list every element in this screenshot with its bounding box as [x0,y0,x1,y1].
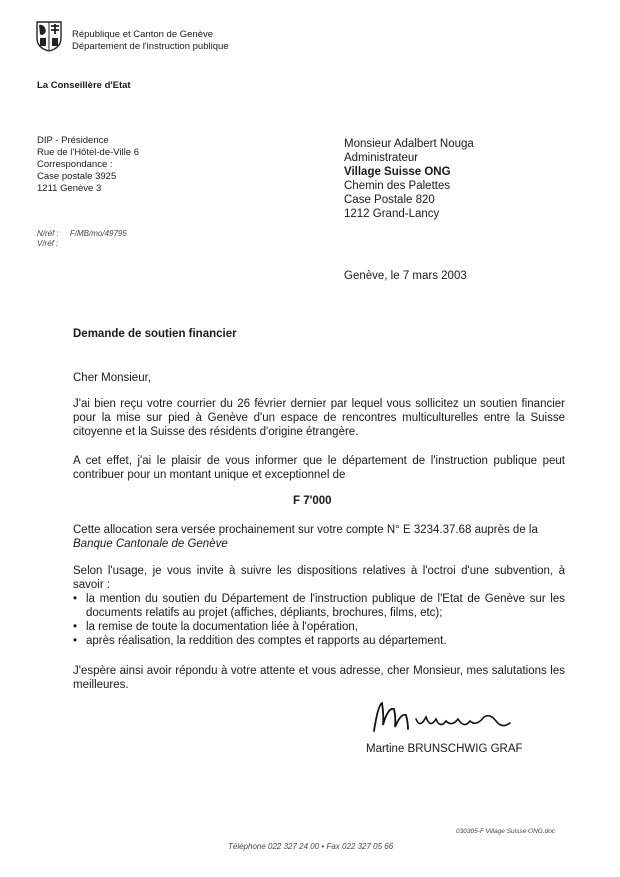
list-item: • la remise de toute la documentation liée à l'opération, [73,620,565,634]
recipient-box: Case Postale 820 [344,194,435,206]
salutation: Cher Monsieur, [73,372,151,384]
list-item: • la mention du soutien du Département de l'instruction publique de l'Etat de Genève sur les documents relatifs au projet (affiches, dépliants, brochures, films, etc); [73,592,565,620]
signatory-name: Martine BRUNSCHWIG GRAF [366,743,523,755]
letterhead-line-2: Département de l'instruction publique [72,41,229,52]
sender-address [37,135,139,195]
sender-line: 1211 Genève 3 [37,183,102,194]
reference-block [37,229,127,249]
recipient-address [344,137,474,221]
handwritten-signature [368,695,518,737]
letterhead-line-1: République et Canton de Genève [72,29,214,40]
bank-name: Banque Cantonale de Genève [73,538,228,550]
paragraph-4: Selon l'usage, je vous invite à suivre les dispositions relatives à l'octroi d'une subvention, à savoir : [73,565,565,591]
reference-label-n: N/réf : [37,229,59,238]
letter-subject: Demande de soutien financier [73,328,237,340]
office-title: La Conseillère d'Etat [37,80,131,91]
recipient-city: 1212 Grand-Lancy [344,208,440,220]
recipient-title: Administrateur [344,152,419,164]
paragraph-3 [73,523,565,551]
recipient-name: Monsieur Adalbert Nouga [344,138,474,150]
sender-line: Case postale 3925 [37,171,117,182]
list-item: • après réalisation, la reddition des comptes et rapports au département. [73,634,565,648]
letter-date: Genève, le 7 mars 2003 [344,270,467,282]
sender-line: DIP - Présidence [37,135,109,146]
reference-label-v: V/réf : [37,239,59,248]
sender-line: Rue de l'Hôtel-de-Ville 6 [37,147,139,158]
footer-contact: Téléphone 022 327 24 00 • Fax 022 327 05 66 [228,842,394,851]
letterhead [72,29,229,53]
paragraph-3-line-1: Cette allocation sera versée prochainement sur votre compte N° E 3234.37.68 auprès de la [73,524,538,536]
footer-file-reference: 030305-F Village Suisse ONG.doc [456,828,556,835]
recipient-street: Chemin des Palettes [344,180,451,192]
reference-value-n: F/MB/mo/49795 [69,229,127,238]
grant-amount: F 7'000 [293,495,332,507]
paragraph-1: J'ai bien reçu votre courrier du 26 février dernier par lequel vous sollicitez un soutien financier pour la mise sur pied à Genève d'un espace de rencontres multiculturelles entre la Suisse citoyenne et la Suisse des résidents d'origine étrangère. [73,398,565,438]
conditions-list [73,592,565,648]
closing-paragraph: J'espère ainsi avoir répondu à votre attente et vous adresse, cher Monsieur, mes salutations les meilleures. [73,665,565,691]
sender-line: Correspondance : [37,159,113,170]
geneva-crest-logo [36,20,62,52]
paragraph-2: A cet effet, j'ai le plaisir de vous informer que le département de l'instruction publique peut contribuer pour un montant unique et exceptionnel de [73,455,565,481]
recipient-org: Village Suisse ONG [344,166,451,178]
